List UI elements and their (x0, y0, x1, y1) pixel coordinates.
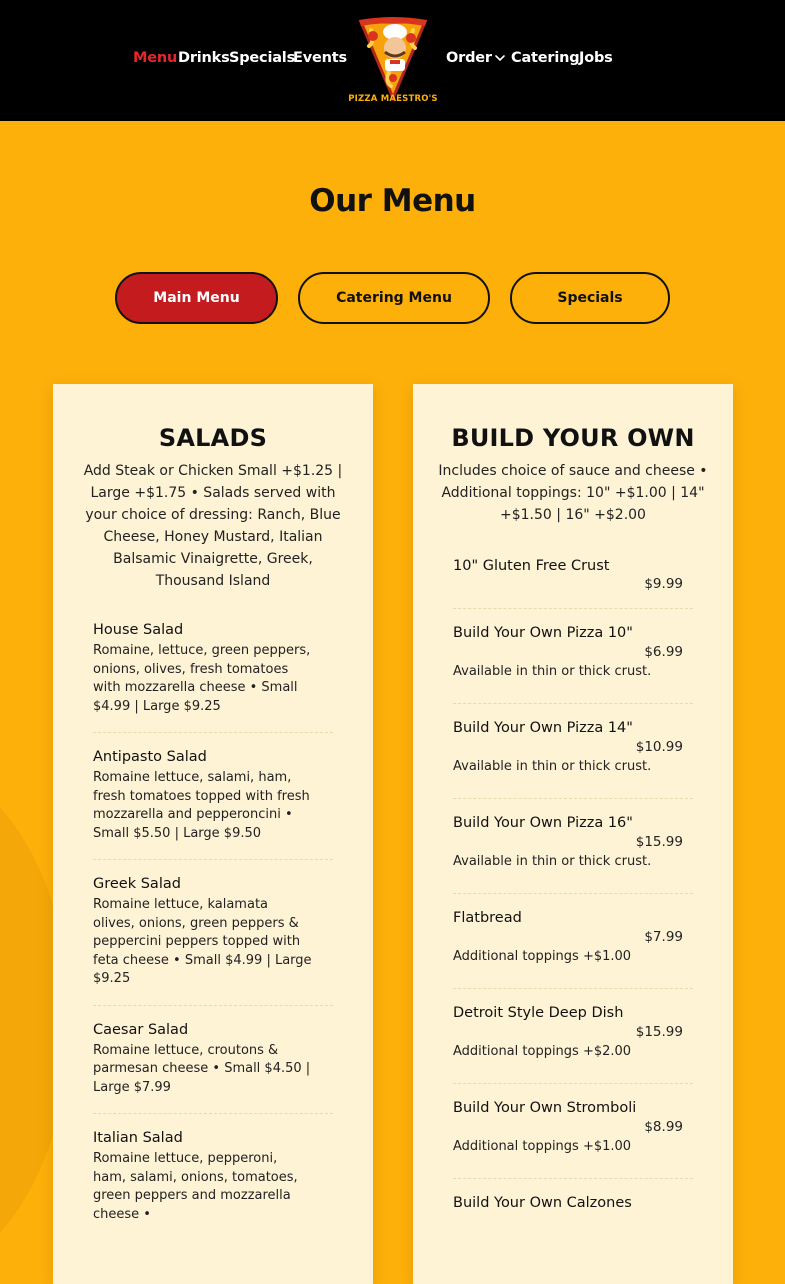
divider (93, 1113, 333, 1114)
item-note: Additional toppings +$1.00 (453, 949, 632, 964)
item-name: Flatbread (453, 910, 522, 926)
menu-item (453, 558, 693, 608)
page-title: Our Menu (309, 183, 476, 219)
item-note: Available in thin or thick crust. (453, 664, 652, 679)
brand-name: PIZZA MAESTRO'S (348, 94, 438, 104)
divider (93, 859, 333, 860)
item-name: Build Your Own Pizza 14" (453, 720, 633, 736)
item-name: Build Your Own Stromboli (453, 1100, 637, 1116)
item-price: $15.99 (635, 834, 683, 850)
divider (453, 893, 693, 894)
item-name: Italian Salad (93, 1130, 183, 1146)
menu-item (453, 1195, 693, 1235)
item-description: Romaine lettuce, salami, ham, fresh tomatoes topped with fresh mozzarella and pepperoncini • Small $5.50 | Large $9.50 (93, 770, 310, 841)
menu-item (93, 1022, 333, 1114)
item-name: Antipasto Salad (93, 749, 207, 765)
card-title: BUILD YOUR OWN (451, 424, 695, 452)
menu-item (453, 625, 693, 703)
item-price: $10.99 (635, 739, 683, 755)
nav-order[interactable]: Order (446, 50, 492, 66)
item-description: Romaine lettuce, kalamata olives, onions, green peppers & peppercini peppers topped with feta cheese • Small $4.99 | Large $9.25 (93, 897, 312, 986)
menu-item (453, 720, 693, 798)
item-note: Available in thin or thick crust. (453, 854, 652, 869)
item-name: Build Your Own Calzones (453, 1195, 632, 1211)
divider (453, 988, 693, 989)
tab-catering-menu[interactable]: Catering Menu (298, 272, 490, 324)
menu-item (453, 1100, 693, 1178)
nav-jobs[interactable]: Jobs (579, 50, 613, 66)
divider (93, 1005, 333, 1006)
divider (453, 608, 693, 609)
item-name: Greek Salad (93, 876, 181, 892)
item-price: $7.99 (644, 929, 683, 945)
item-name: Build Your Own Pizza 10" (453, 625, 633, 641)
nav-menu[interactable]: Menu (133, 50, 178, 66)
item-description: Romaine lettuce, croutons & parmesan cheese • Small $4.50 | Large $7.99 (93, 1042, 311, 1095)
divider (453, 1083, 693, 1084)
item-price: $15.99 (635, 1024, 683, 1040)
card-title: SALADS (158, 424, 268, 452)
menu-item (93, 876, 333, 1005)
tab-main-menu[interactable]: Main Menu (115, 272, 278, 324)
menu-item (453, 910, 693, 988)
nav-drinks[interactable]: Drinks (178, 50, 230, 66)
menu-item (93, 1130, 333, 1240)
item-description: Romaine lettuce, pepperoni, ham, salami, onions, tomatoes, green peppers and mozzarella cheese • (93, 1151, 298, 1222)
item-note: Available in thin or thick crust. (453, 759, 652, 774)
item-price: $8.99 (644, 1119, 683, 1135)
chevron-down-icon[interactable] (494, 52, 506, 64)
build-your-own-card (413, 384, 733, 1284)
menu-item (453, 1005, 693, 1083)
item-price: $9.99 (644, 576, 683, 592)
item-description: Romaine, lettuce, green peppers, onions, olives, fresh tomatoes with mozzarella cheese • Small $4.99 | Large $9.25 (93, 643, 311, 714)
item-name: 10" Gluten Free Crust (453, 558, 610, 574)
nav-events[interactable]: Events (293, 50, 347, 66)
divider (93, 732, 333, 733)
divider (453, 703, 693, 704)
divider (453, 798, 693, 799)
menu-item (93, 622, 333, 732)
salads-card (53, 384, 373, 1284)
site-header (0, 0, 785, 121)
nav-specials[interactable]: Specials (229, 50, 296, 66)
menu-item (453, 815, 693, 893)
item-name: Detroit Style Deep Dish (453, 1005, 624, 1021)
item-name: Build Your Own Pizza 16" (453, 815, 633, 831)
card-description: Includes choice of sauce and cheese • Additional toppings: 10" +$1.00 | 14" +$1.50 | 16" +$2.00 (438, 463, 708, 523)
tab-specials[interactable]: Specials (510, 272, 670, 324)
item-note: Additional toppings +$2.00 (453, 1044, 632, 1059)
divider (453, 1178, 693, 1179)
item-price: $6.99 (644, 644, 683, 660)
item-note: Additional toppings +$1.00 (453, 1139, 632, 1154)
item-name: Caesar Salad (93, 1021, 189, 1038)
card-description: Add Steak or Chicken Small +$1.25 | Large +$1.75 • Salads served with your choice of dressing: Ranch, Blue Cheese, Honey Mustard, Italian Balsamic Vinaigrette, Greek, Thousand Island (83, 463, 343, 589)
menu-item (93, 749, 333, 859)
item-name: House Salad (93, 622, 184, 638)
nav-catering[interactable]: Catering (511, 50, 580, 66)
